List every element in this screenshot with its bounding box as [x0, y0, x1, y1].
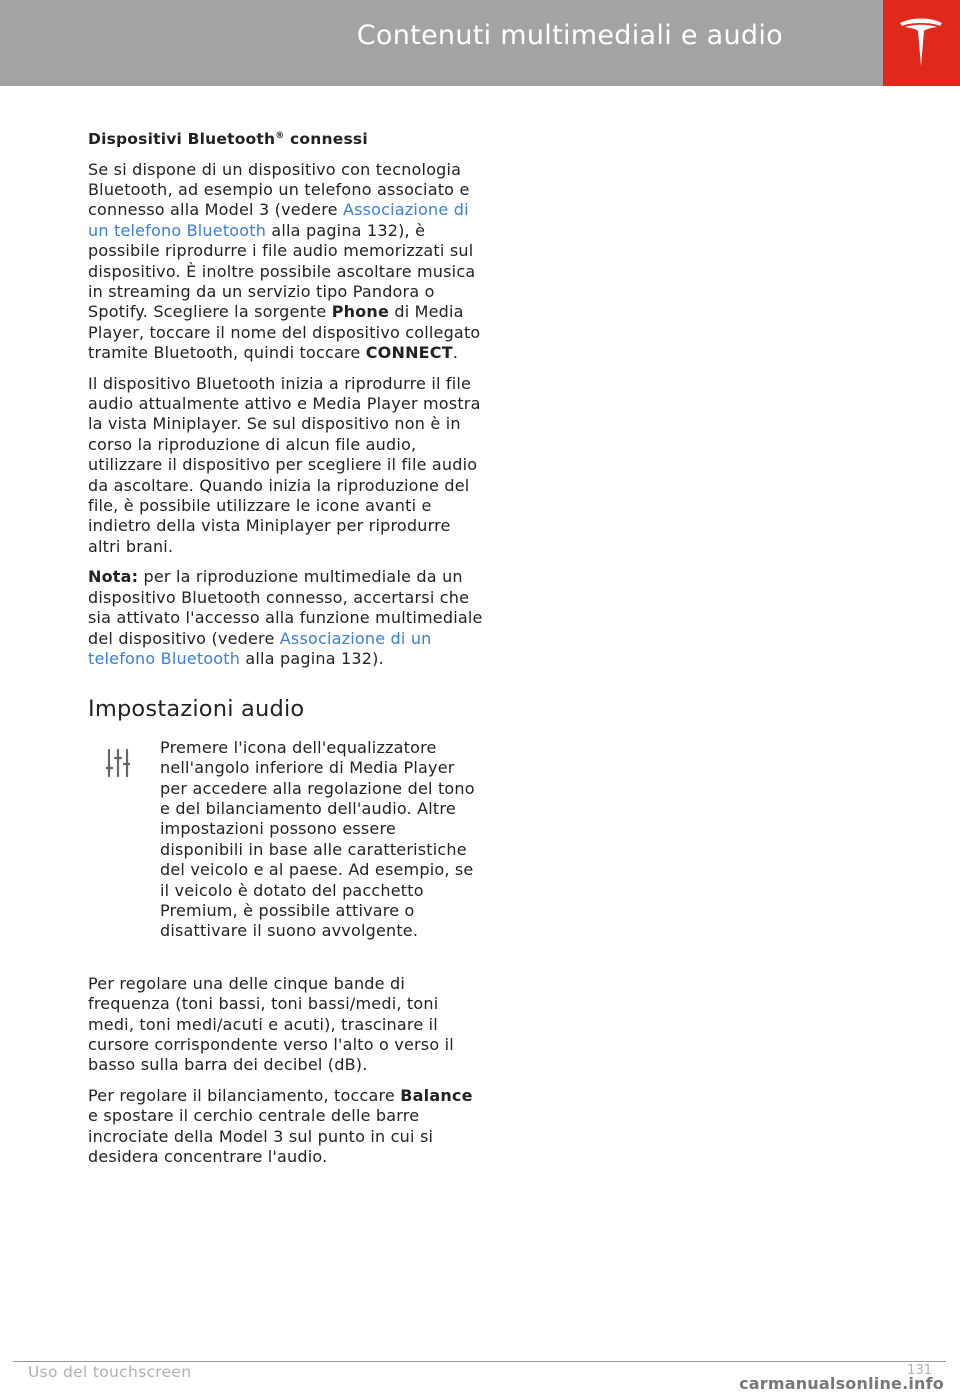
pairing-link-2[interactable]: Associazione di un telefono Bluetooth	[88, 628, 432, 668]
phone-label: Phone	[331, 302, 390, 322]
connect-label: CONNECT	[365, 343, 453, 363]
text-run: di Media Player, toccare il nome del dispositivo collegato tramite Bluetooth, quindi toccare	[88, 302, 481, 363]
text-run: per la riproduzione multimediale da un dispositivo Bluetooth connesso, accertarsi che sia attivato l'accesso alla funzione multimediale del dispositivo (vedere	[88, 567, 483, 648]
tesla-logo-icon	[898, 14, 944, 68]
note-label: Nota:	[88, 567, 139, 587]
note-paragraph	[88, 567, 484, 669]
page-content	[88, 126, 484, 1177]
registered-mark: ®	[275, 131, 285, 141]
balance-label: Balance	[400, 1085, 473, 1105]
bluetooth-subheading	[88, 126, 484, 150]
balance-paragraph	[88, 1086, 484, 1168]
text-run: Se si dispone di un dispositivo con tecnologia Bluetooth, ad esempio un telefono associato e connesso alla Model 3 (vedere	[88, 159, 470, 220]
footer-section-label: Uso del touchscreen	[28, 1363, 192, 1381]
bluetooth-paragraph-1	[88, 160, 484, 364]
equalizer-note	[88, 738, 484, 942]
page-title: Contenuti multimediali e audio	[356, 20, 783, 51]
brand-logo-box	[883, 0, 960, 86]
bluetooth-paragraph-2: Il dispositivo Bluetooth inizia a riprodurre il file audio attualmente attivo e Media Player mostra la vista Miniplayer. Se sul dispositivo non è in corso la riproduzione di alcun file audio, utilizzare il dispositivo per scegliere il file audio da ascoltare. Quando inizia la riproduzione del file, è possibile utilizzare le icone avanti e indietro della vista Miniplayer per riprodurre altri brani.	[88, 373, 481, 556]
text-run: .	[452, 343, 459, 363]
pairing-link[interactable]: Associazione di un telefono Bluetooth	[88, 200, 469, 240]
equalizer-icon	[106, 748, 130, 778]
audio-settings-heading: Impostazioni audio	[88, 696, 305, 723]
subhead-text-end: connessi	[284, 130, 368, 149]
text-run: alla pagina 132), è possibile riprodurre i file audio memorizzati sul dispositivo. È inoltre possibile ascoltare musica in streaming da un servizio tipo Pandora o Spotify. Scegliere la sorgente	[88, 220, 476, 322]
page-number: 131	[907, 1363, 932, 1378]
footer-divider	[13, 1361, 946, 1362]
text-run: alla pagina 132).	[240, 648, 384, 668]
text-run: e spostare il cerchio centrale delle barre incrociate della Model 3 sul punto in cui si desidera concentrare l'audio.	[88, 1106, 434, 1167]
bands-paragraph: Per regolare una delle cinque bande di frequenza (toni bassi, toni bassi/medi, toni medi, toni medi/acuti e acuti), trascinare il cursore corrispondente verso l'alto o verso il basso sulla barra dei decibel (dB).	[88, 973, 454, 1075]
watermark: carmanualsonline.info	[739, 1374, 944, 1393]
subhead-text: Dispositivi Bluetooth	[88, 130, 276, 149]
header-bar	[0, 0, 883, 86]
equalizer-text: Premere l'icona dell'equalizzatore nell'angolo inferiore di Media Player per accedere alla regolazione del tono e del bilanciamento dell'audio. Altre impostazioni possono essere disponibili in base alle caratteristiche del veicolo e al paese. Ad esempio, se il veicolo è dotato del pacchetto Premium, è possibile attivare o disattivare il suono avvolgente.	[160, 737, 475, 941]
text-run: Per regolare il bilanciamento, toccare	[88, 1085, 401, 1105]
